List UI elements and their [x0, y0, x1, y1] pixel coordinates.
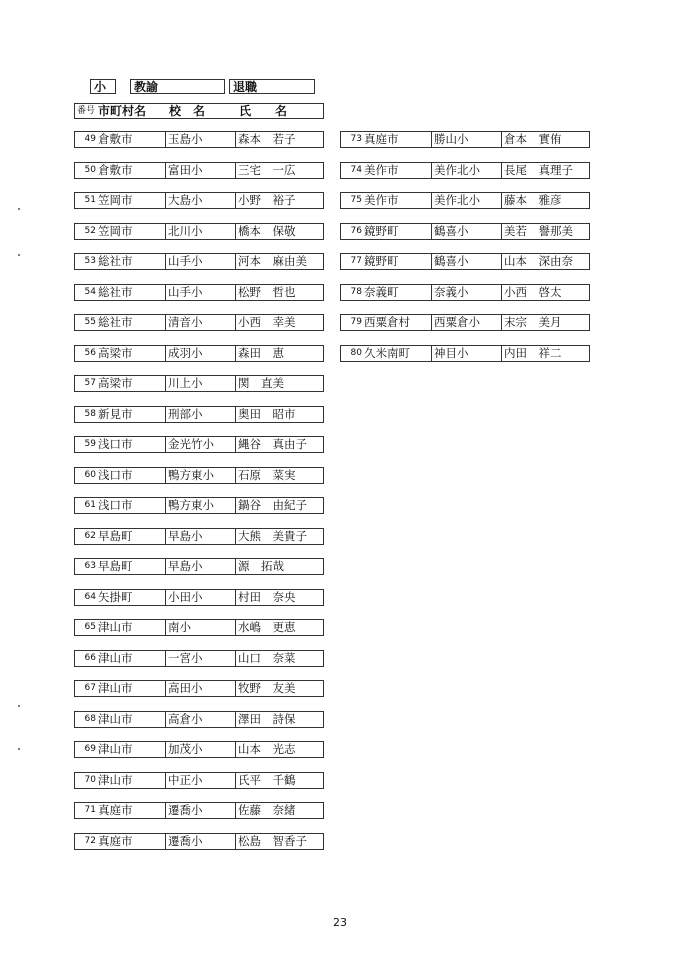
row-municipality: 鏡野町	[364, 224, 399, 238]
row-number: 77	[350, 256, 362, 266]
table-row	[340, 253, 590, 270]
row-municipality: 美作市	[364, 193, 399, 207]
row-number: 66	[84, 653, 96, 663]
row-municipality: 浅口市	[98, 468, 133, 482]
column-header	[74, 103, 324, 119]
row-name: 森田 恵	[235, 346, 284, 361]
table-row	[74, 253, 324, 270]
row-name: 関 直美	[235, 376, 284, 391]
row-number: 49	[84, 134, 96, 144]
row-school: 成羽小	[165, 346, 203, 361]
scan-speck	[18, 254, 20, 256]
table-row	[340, 131, 590, 148]
row-name: 山本 光志	[235, 742, 296, 757]
row-number: 75	[350, 195, 362, 205]
row-school: 鴨方東小	[165, 468, 214, 483]
row-name: 牧野 友美	[235, 681, 296, 696]
table-row	[74, 741, 324, 758]
row-name: 奥田 昭市	[235, 407, 296, 422]
row-school: 富田小	[165, 163, 203, 178]
row-school: 西粟倉小	[431, 315, 480, 330]
row-school: 小田小	[165, 590, 203, 605]
row-name: 佐藤 奈緒	[235, 803, 296, 818]
row-number: 56	[84, 348, 96, 358]
table-row	[74, 406, 324, 423]
row-school: 川上小	[165, 376, 203, 391]
table-row	[340, 192, 590, 209]
row-number: 53	[84, 256, 96, 266]
table-row	[340, 223, 590, 240]
row-school: 大島小	[165, 193, 203, 208]
row-municipality: 久米南町	[364, 346, 410, 360]
row-municipality: 浅口市	[98, 498, 133, 512]
row-number: 70	[84, 775, 96, 785]
row-municipality: 浅口市	[98, 437, 133, 451]
row-municipality: 真庭市	[364, 132, 399, 146]
table-row	[74, 619, 324, 636]
row-name: 松島 智香子	[235, 834, 307, 849]
row-number: 72	[84, 836, 96, 846]
table-row	[74, 192, 324, 209]
row-number: 69	[84, 744, 96, 754]
row-name: 内田 祥二	[501, 346, 562, 361]
row-municipality: 美作市	[364, 163, 399, 177]
row-number: 65	[84, 622, 96, 632]
row-municipality: 笠岡市	[98, 224, 133, 238]
row-name: 山口 奈菜	[235, 651, 296, 666]
row-name: 石原 菜実	[235, 468, 296, 483]
row-number: 55	[84, 317, 96, 327]
column-municipality: 市町村名	[98, 104, 147, 118]
row-municipality: 早島町	[98, 559, 133, 573]
row-school: 遷喬小	[165, 803, 203, 818]
table-row	[340, 314, 590, 331]
scan-speck	[18, 748, 20, 750]
table-row	[340, 284, 590, 301]
row-school: 勝山小	[431, 132, 469, 147]
row-number: 73	[350, 134, 362, 144]
row-municipality: 奈義町	[364, 285, 399, 299]
row-school: 一宮小	[165, 651, 203, 666]
row-name: 小西 啓太	[501, 285, 562, 300]
row-school: 鶴喜小	[431, 254, 469, 269]
row-school: 高倉小	[165, 712, 203, 727]
table-row	[74, 162, 324, 179]
row-school: 山手小	[165, 285, 203, 300]
row-name: 源 拓哉	[235, 559, 284, 574]
row-number: 58	[84, 409, 96, 419]
school-type-box: 小	[90, 79, 116, 94]
row-number: 57	[84, 378, 96, 388]
row-name: 美若 譽那美	[501, 224, 573, 239]
row-municipality: 倉敷市	[98, 163, 133, 177]
table-row	[74, 680, 324, 697]
row-number: 79	[350, 317, 362, 327]
table-row	[74, 345, 324, 362]
row-municipality: 真庭市	[98, 803, 133, 817]
row-name: 水嶋 更恵	[235, 620, 296, 635]
row-name: 橋本 保敬	[235, 224, 296, 239]
row-name: 森本 若子	[235, 132, 296, 147]
page-number: 23	[333, 916, 347, 929]
row-municipality: 津山市	[98, 773, 133, 787]
row-school: 中正小	[165, 773, 203, 788]
row-school: 玉島小	[165, 132, 203, 147]
table-row	[74, 650, 324, 667]
row-municipality: 津山市	[98, 712, 133, 726]
row-number: 76	[350, 226, 362, 236]
row-name: 澤田 詩保	[235, 712, 296, 727]
row-school: 北川小	[165, 224, 203, 239]
row-name: 小西 幸美	[235, 315, 296, 330]
row-number: 54	[84, 287, 96, 297]
table-row	[74, 528, 324, 545]
row-school: 金光竹小	[165, 437, 214, 452]
row-school: 美作北小	[431, 163, 480, 178]
row-school: 神目小	[431, 346, 469, 361]
row-school: 遷喬小	[165, 834, 203, 849]
row-municipality: 西粟倉村	[364, 315, 410, 329]
row-municipality: 総社市	[98, 285, 133, 299]
scan-speck	[18, 705, 20, 707]
row-school: 加茂小	[165, 742, 203, 757]
table-row	[74, 467, 324, 484]
table-row	[74, 711, 324, 728]
row-municipality: 高梁市	[98, 376, 133, 390]
row-number: 60	[84, 470, 96, 480]
row-municipality: 津山市	[98, 620, 133, 634]
row-number: 50	[84, 165, 96, 175]
row-school: 鶴喜小	[431, 224, 469, 239]
row-number: 51	[84, 195, 96, 205]
row-school: 早島小	[165, 529, 203, 544]
row-number: 62	[84, 531, 96, 541]
row-name: 末宗 美月	[501, 315, 562, 330]
row-name: 倉本 實侑	[501, 132, 562, 147]
row-name: 山本 深由奈	[501, 254, 573, 269]
table-row	[74, 131, 324, 148]
row-school: 高田小	[165, 681, 203, 696]
row-municipality: 矢掛町	[98, 590, 133, 604]
table-row	[74, 375, 324, 392]
row-name: 松野 哲也	[235, 285, 296, 300]
row-number: 61	[84, 500, 96, 510]
table-row	[74, 589, 324, 606]
row-school: 奈義小	[431, 285, 469, 300]
row-number: 64	[84, 592, 96, 602]
row-number: 74	[350, 165, 362, 175]
table-row	[74, 772, 324, 789]
row-school: 美作北小	[431, 193, 480, 208]
row-name: 大熊 美貴子	[235, 529, 307, 544]
table-row	[74, 558, 324, 575]
row-school: 清音小	[165, 315, 203, 330]
table-row	[74, 223, 324, 240]
row-municipality: 倉敷市	[98, 132, 133, 146]
row-municipality: 笠岡市	[98, 193, 133, 207]
position-box: 教諭	[130, 79, 225, 94]
row-municipality: 早島町	[98, 529, 133, 543]
row-name: 氏平 千鶴	[235, 773, 296, 788]
column-no: 番号	[77, 106, 96, 116]
row-school: 刑部小	[165, 407, 203, 422]
row-name: 小野 裕子	[235, 193, 296, 208]
row-municipality: 高梁市	[98, 346, 133, 360]
row-name: 村田 奈央	[235, 590, 296, 605]
row-municipality: 真庭市	[98, 834, 133, 848]
table-row	[74, 314, 324, 331]
row-school: 山手小	[165, 254, 203, 269]
table-row	[74, 497, 324, 514]
row-municipality: 津山市	[98, 681, 133, 695]
row-municipality: 新見市	[98, 407, 133, 421]
row-municipality: 津山市	[98, 651, 133, 665]
row-name: 縄谷 真由子	[235, 437, 307, 452]
row-number: 67	[84, 683, 96, 693]
row-name: 河本 麻由美	[235, 254, 307, 269]
row-number: 52	[84, 226, 96, 236]
table-row	[74, 284, 324, 301]
row-municipality: 津山市	[98, 742, 133, 756]
column-name: 氏 名	[239, 104, 288, 118]
row-name: 鍋谷 由紀子	[235, 498, 307, 513]
row-municipality: 鏡野町	[364, 254, 399, 268]
row-school: 南小	[165, 620, 191, 635]
row-municipality: 総社市	[98, 315, 133, 329]
row-name: 藤本 雅彦	[501, 193, 562, 208]
row-school: 鴨方東小	[165, 498, 214, 513]
row-number: 71	[84, 805, 96, 815]
table-row	[74, 833, 324, 850]
row-school: 早島小	[165, 559, 203, 574]
table-row	[340, 345, 590, 362]
row-name: 長尾 真理子	[501, 163, 573, 178]
row-number: 80	[350, 348, 362, 358]
row-municipality: 総社市	[98, 254, 133, 268]
category-box: 退職	[229, 79, 315, 94]
row-number: 63	[84, 561, 96, 571]
table-row	[74, 436, 324, 453]
row-number: 59	[84, 439, 96, 449]
column-school: 校 名	[169, 104, 206, 118]
row-number: 68	[84, 714, 96, 724]
row-number: 78	[350, 287, 362, 297]
table-row	[74, 802, 324, 819]
scan-speck	[18, 208, 20, 210]
row-name: 三宅 一広	[235, 163, 296, 178]
table-row	[340, 162, 590, 179]
